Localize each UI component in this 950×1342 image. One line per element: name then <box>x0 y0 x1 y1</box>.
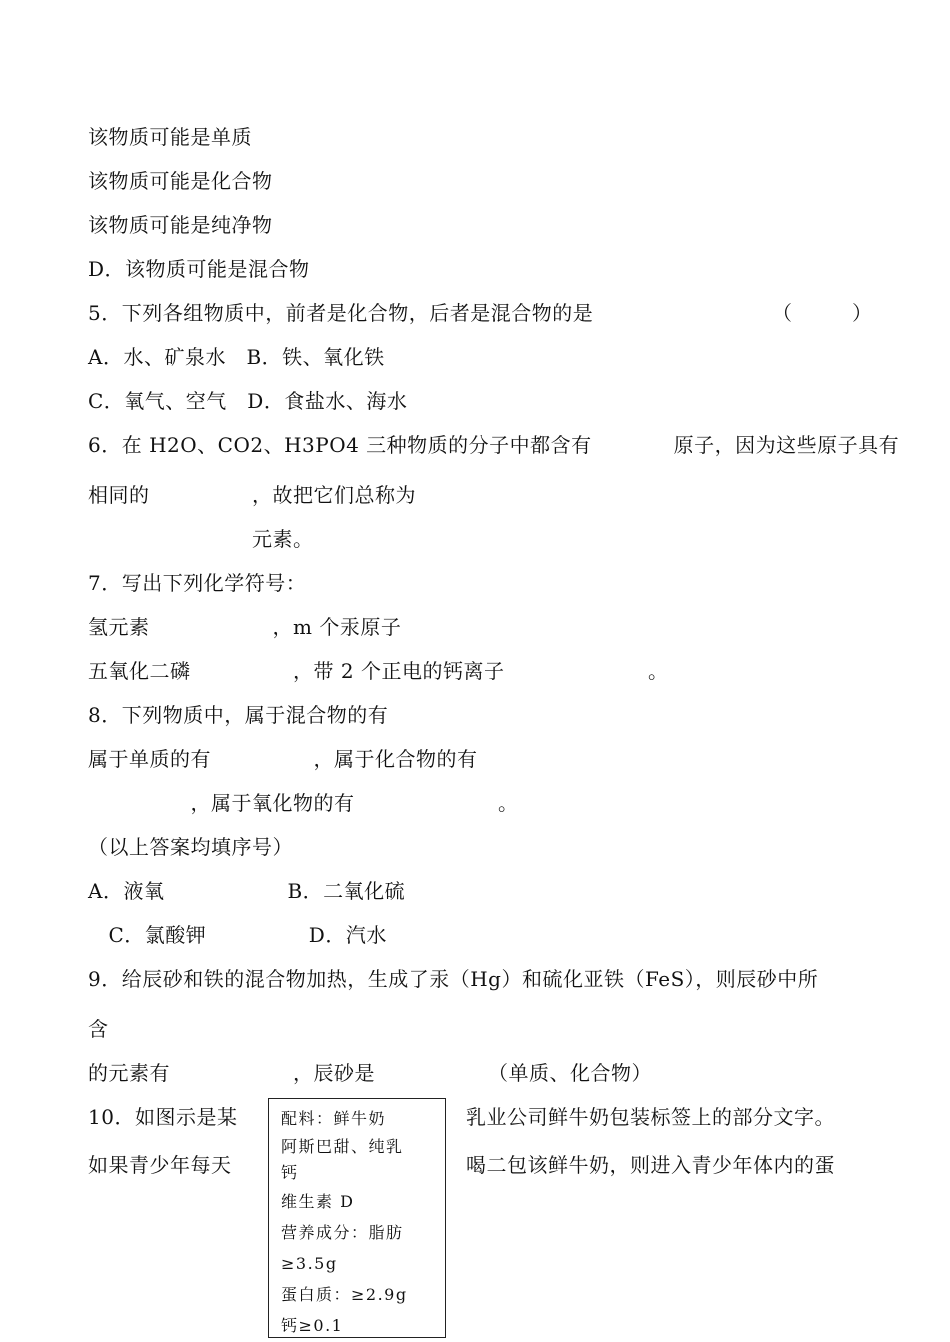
milk-label-box <box>268 1098 446 1338</box>
label-line: 钙≥0.1 <box>281 1316 344 1335</box>
question-10-left-2: 如果青少年每天 <box>88 1153 232 1177</box>
options-cd: C．氧气、空气 D．食盐水、海水 <box>88 389 408 413</box>
label-line: 配料：鲜牛奶 <box>281 1109 387 1128</box>
label-line: 营养成分：脂肪 <box>281 1223 404 1242</box>
question-7: 7．写出下列化学符号： <box>88 571 307 595</box>
text-line: 该物质可能是化合物 <box>88 169 273 193</box>
text-line: 含 <box>88 1017 109 1041</box>
question-10-right-2: 喝二包该鲜牛奶，则进入青少年体内的蛋 <box>466 1153 835 1177</box>
answer-parentheses: （ ） <box>772 301 872 325</box>
label-line: 阿斯巴甜、纯乳 <box>281 1137 404 1156</box>
label-line: 蛋白质：≥2.9g <box>281 1285 408 1304</box>
text-line: 该物质可能是纯净物 <box>88 213 273 237</box>
text-line: 五氧化二磷 ，带 2 个正电的钙离子 。 <box>88 659 669 683</box>
question-10-left: 10．如图示是某 <box>88 1105 238 1129</box>
text-line: ，属于氧化物的有 。 <box>88 791 519 815</box>
question-6: 6．在 H2O、CO2、H3PO4 三种物质的分子中都含有 原子，因为这些原子具有 <box>88 433 900 457</box>
label-line: ≥3.5g <box>281 1254 338 1273</box>
text-line: 的元素有 ，辰砂是 （单质、化合物） <box>88 1061 652 1085</box>
text-line: 相同的 ，故把它们总称为 <box>88 483 416 507</box>
options-cd: C．氯酸钾 D．汽水 <box>88 923 387 947</box>
text-line: 该物质可能是单质 <box>88 125 252 149</box>
label-line: 维生素 D <box>281 1192 355 1211</box>
question-10-right: 乳业公司鲜牛奶包装标签上的部分文字。 <box>466 1105 835 1129</box>
label-line: 钙 <box>281 1163 299 1182</box>
note-line: （以上答案均填序号） <box>88 835 293 859</box>
question-5: 5．下列各组物质中，前者是化合物，后者是混合物的是 <box>88 301 594 325</box>
text-line: 元素。 <box>252 527 314 551</box>
question-9: 9．给辰砂和铁的混合物加热，生成了汞（Hg）和硫化亚铁（FeS），则辰砂中所 <box>88 967 819 991</box>
options-ab: A．水、矿泉水 B．铁、氧化铁 <box>88 345 385 369</box>
option-d: D．该物质可能是混合物 <box>88 257 310 281</box>
question-8: 8．下列物质中，属于混合物的有 <box>88 703 389 727</box>
text-line: 氢元素 ，m 个汞原子 <box>88 615 402 639</box>
text-line: 属于单质的有 ，属于化合物的有 <box>88 747 478 771</box>
options-ab: A．液氧 B．二氧化硫 <box>88 879 406 903</box>
